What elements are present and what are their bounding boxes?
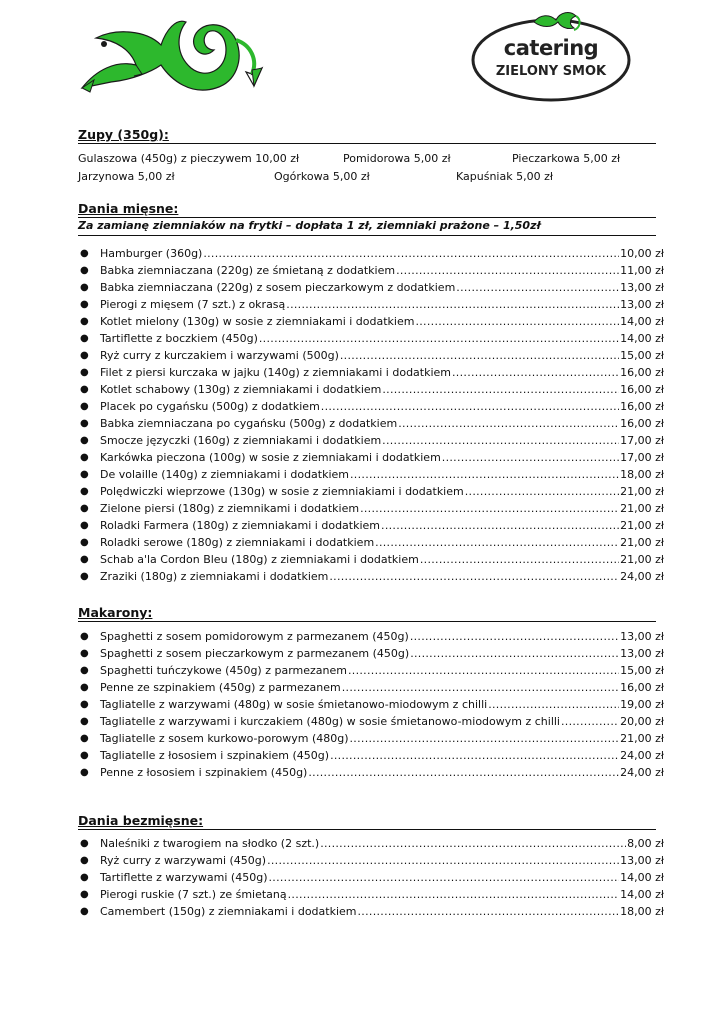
menu-item [78,381,664,398]
menu-item [78,364,664,381]
bullet-icon: ● [80,384,89,395]
section-title-text: Dania mięsne: [78,201,179,216]
dot-leader [381,517,619,534]
brand-subname: ZIELONY SMOK [495,64,607,79]
dot-leader [340,347,619,364]
menu-item [78,835,664,852]
menu-item-price: 14,00 zł [620,888,664,901]
menu-item-price: 10,00 zł [620,247,664,260]
menu-item-price: 11,00 zł [620,264,664,277]
menu-item [78,347,664,364]
bullet-icon: ● [80,906,89,917]
bullet-icon: ● [80,648,89,659]
menu-item-price: 13,00 zł [620,854,664,867]
dot-leader [203,245,619,262]
dot-leader [330,747,619,764]
menu-item [78,245,664,262]
section-title-vegetarian [78,814,656,830]
dot-leader [442,449,619,466]
dot-leader [259,330,619,347]
menu-item-price: 16,00 zł [620,417,664,430]
menu-item-price: 13,00 zł [620,647,664,660]
dot-leader [342,679,619,696]
menu-item [78,903,664,920]
menu-item-price: 15,00 zł [620,664,664,677]
menu-item-name: Spaghetti tuńczykowe (450g) z parmezanem [100,664,347,677]
menu-item-price: 24,00 zł [620,749,664,762]
menu-item-name: Karkówka pieczona (100g) w sosie z ziemniakami i dodatkiem [100,451,441,464]
vegetarian-list [78,835,664,920]
menu-item-name: Spaghetti z sosem pieczarkowym z parmezanem (450g) [100,647,410,660]
menu-item [78,466,664,483]
menu-item-name: Babka ziemniaczana (220g) z sosem pieczarkowym z dodatkiem [100,281,456,294]
menu-item [78,279,664,296]
menu-item [78,679,664,696]
dot-leader [350,466,619,483]
soup-item: Pieczarkowa 5,00 zł [512,152,621,165]
menu-item [78,432,664,449]
dot-leader [410,645,619,662]
menu-item-price: 13,00 zł [620,630,664,643]
menu-item-name: Pierogi z mięsem (7 szt.) z okrasą [100,298,286,311]
menu-item-price: 21,00 zł [620,519,664,532]
bullet-icon: ● [80,554,89,565]
menu-item [78,534,664,551]
bullet-icon: ● [80,401,89,412]
menu-item-price: 21,00 zł [620,536,664,549]
section-title-pasta [78,606,656,622]
menu-item-price: 21,00 zł [620,502,664,515]
bullet-icon: ● [80,333,89,344]
menu-item-price: 16,00 zł [620,400,664,413]
dot-leader [321,398,619,415]
potato-swap-note: Za zamianę ziemniaków na frytki – dopłata 1 zł, ziemniaki prażone – 1,50zł [78,219,656,236]
soup-item: Gulaszowa (450g) z pieczywem 10,00 zł [78,152,300,165]
menu-item-price: 17,00 zł [620,434,664,447]
menu-item-price: 8,00 zł [627,837,664,850]
menu-item-price: 20,00 zł [620,715,664,728]
section-title-text: Zupy (350g): [78,127,169,142]
menu-item-name: Tagliatelle z warzywami (480g) w sosie śmietanowo-miodowym z chilli [100,698,488,711]
menu-item-price: 19,00 zł [620,698,664,711]
bullet-icon: ● [80,631,89,642]
menu-item-name: Penne ze szpinakiem (450g) z parmezanem [100,681,341,694]
menu-item-name: Babka ziemniaczana (220g) ze śmietaną z dodatkiem [100,264,396,277]
menu-item-price: 24,00 zł [620,570,664,583]
menu-item [78,568,664,585]
menu-item [78,551,664,568]
menu-item-name: Babka ziemniaczana po cygańsku (500g) z dodatkiem [100,417,398,430]
bullet-icon: ● [80,699,89,710]
menu-item [78,852,664,869]
bullet-icon: ● [80,750,89,761]
bullet-icon: ● [80,282,89,293]
menu-item-price: 15,00 zł [620,349,664,362]
menu-item-name: Penne z łososiem i szpinakiem (450g) [100,766,308,779]
dot-leader [375,534,619,551]
bullet-icon: ● [80,665,89,676]
bullet-icon: ● [80,367,89,378]
menu-item-name: Spaghetti z sosem pomidorowym z parmezanem (450g) [100,630,409,643]
menu-item-name: Placek po cygańsku (500g) z dodatkiem [100,400,320,413]
menu-item-price: 18,00 zł [620,468,664,481]
menu-item [78,628,664,645]
menu-item [78,696,664,713]
dot-leader [415,313,619,330]
soup-item: Jarzynowa 5,00 zł [78,170,175,183]
dot-leader [420,551,619,568]
bullet-icon: ● [80,889,89,900]
dot-leader [286,296,619,313]
menu-item-name: Tartiflette z warzywami (450g) [100,871,268,884]
bullet-icon: ● [80,838,89,849]
menu-item-name: Zraziki (180g) z ziemniakami i dodatkiem [100,570,329,583]
section-title-text: Makarony: [78,605,153,620]
dragon-logo-icon [76,10,266,96]
bullet-icon: ● [80,316,89,327]
bullet-icon: ● [80,716,89,727]
dot-leader [396,262,619,279]
bullet-icon: ● [80,767,89,778]
menu-item-name: Kotlet mielony (130g) w sosie z ziemniakami i dodatkiem [100,315,415,328]
menu-item-name: Pierogi ruskie (7 szt.) ze śmietaną [100,888,287,901]
menu-item [78,869,664,886]
menu-item-name: Naleśniki z twarogiem na słodko (2 szt.) [100,837,320,850]
bullet-icon: ● [80,350,89,361]
menu-item-name: Zielone piersi (180g) z ziemnikami i dodatkiem [100,502,360,515]
menu-item-name: Smocze języczki (160g) z ziemniakami i dodatkiem [100,434,382,447]
menu-item-price: 16,00 zł [620,366,664,379]
menu-item-price: 18,00 zł [620,905,664,918]
menu-item-name: Tartiflette z boczkiem (450g) [100,332,258,345]
dot-leader [267,852,619,869]
menu-item [78,730,664,747]
bullet-icon: ● [80,265,89,276]
bullet-icon: ● [80,503,89,514]
bullet-icon: ● [80,520,89,531]
menu-item [78,747,664,764]
menu-item-price: 14,00 zł [620,871,664,884]
dot-leader [348,662,619,679]
dot-leader [358,903,620,920]
bullet-icon: ● [80,733,89,744]
dot-leader [269,869,620,886]
bullet-icon: ● [80,872,89,883]
dot-leader [488,696,619,713]
dot-leader [456,279,619,296]
menu-item-name: Tagliatelle z warzywami i kurczakiem (480g) w sosie śmietanowo-miodowym z chilli [100,715,560,728]
dot-leader [350,730,620,747]
menu-item-name: Tagliatelle z sosem kurkowo-porowym (480g) [100,732,349,745]
menu-item-price: 13,00 zł [620,298,664,311]
menu-item [78,662,664,679]
menu-item [78,398,664,415]
dot-leader [398,415,619,432]
meat-list [78,245,664,585]
menu-item [78,500,664,517]
menu-item [78,330,664,347]
menu-item-name: Tagliatelle z łososiem i szpinakiem (450g) [100,749,330,762]
menu-item [78,296,664,313]
soup-item: Ogórkowa 5,00 zł [274,170,370,183]
dot-leader [561,713,619,730]
dot-leader [320,835,626,852]
brand-name: catering [503,36,599,60]
menu-item-name: Roladki serowe (180g) z ziemniakami i dodatkiem [100,536,375,549]
bullet-icon: ● [80,855,89,866]
menu-item-name: Roladki Farmera (180g) z ziemniakami i dodatkiem [100,519,381,532]
menu-item-name: Kotlet schabowy (130g) z ziemniakami i dodatkiem [100,383,382,396]
bullet-icon: ● [80,452,89,463]
menu-item-price: 13,00 zł [620,281,664,294]
dot-leader [382,432,619,449]
menu-item-name: Hamburger (360g) [100,247,203,260]
dot-leader [465,483,619,500]
bullet-icon: ● [80,418,89,429]
menu-item [78,262,664,279]
menu-item [78,645,664,662]
bullet-icon: ● [80,682,89,693]
menu-item [78,313,664,330]
menu-item-price: 21,00 zł [620,485,664,498]
dot-leader [360,500,619,517]
section-title-meat [78,202,656,218]
menu-item [78,449,664,466]
menu-item [78,886,664,903]
bullet-icon: ● [80,248,89,259]
menu-item-name: Camembert (150g) z ziemniakami i dodatkiem [100,905,357,918]
menu-item [78,415,664,432]
bullet-icon: ● [80,469,89,480]
dot-leader [382,381,619,398]
menu-item [78,483,664,500]
menu-item [78,764,664,781]
menu-item-price: 14,00 zł [620,332,664,345]
menu-item-name: Filet z piersi kurczaka w jajku (140g) z ziemniakami i dodatkiem [100,366,452,379]
bullet-icon: ● [80,299,89,310]
bullet-icon: ● [80,571,89,582]
section-title-text: Dania bezmięsne: [78,813,204,828]
dot-leader [308,764,619,781]
bullet-icon: ● [80,435,89,446]
pasta-list [78,628,664,781]
menu-item-price: 16,00 zł [620,681,664,694]
menu-item-name: De volaille (140g) z ziemniakami i dodatkiem [100,468,350,481]
soup-item: Pomidorowa 5,00 zł [343,152,451,165]
menu-item-price: 14,00 zł [620,315,664,328]
bullet-icon: ● [80,486,89,497]
menu-item-price: 17,00 zł [620,451,664,464]
menu-item-name: Ryż curry z warzywami (450g) [100,854,267,867]
bullet-icon: ● [80,537,89,548]
dot-leader [288,886,619,903]
menu-item-price: 21,00 zł [620,732,664,745]
dot-leader [410,628,619,645]
dot-leader [329,568,619,585]
menu-item-name: Schab a'la Cordon Bleu (180g) z ziemniakami i dodatkiem [100,553,419,566]
menu-item-price: 16,00 zł [620,383,664,396]
menu-item [78,713,664,730]
brand-logo [470,8,632,104]
menu-item-name: Polędwiczki wieprzowe (130g) w sosie z ziemniakiami i dodatkiem [100,485,464,498]
menu-item-name: Ryż curry z kurczakiem i warzywami (500g) [100,349,339,362]
soup-item: Kapuśniak 5,00 zł [456,170,553,183]
menu-item-price: 24,00 zł [620,766,664,779]
section-title-soups [78,128,656,144]
menu-item-price: 21,00 zł [620,553,664,566]
dot-leader [452,364,619,381]
menu-item [78,517,664,534]
